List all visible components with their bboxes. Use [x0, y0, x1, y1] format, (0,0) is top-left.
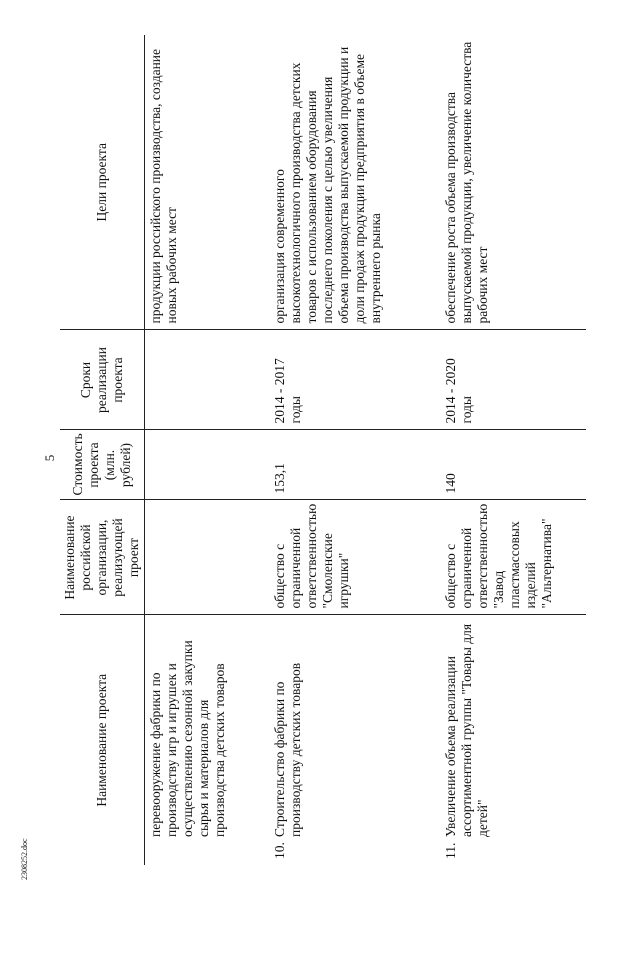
row-number: 10. [272, 842, 287, 859]
cell-project-name [145, 615, 270, 865]
project-name: Увеличение объема реализации ассортиментной группы "Товары для детей" [443, 623, 490, 837]
cell-goals: обеспечение роста объема производства выпускаемой продукции, увеличение количества рабочих мест [440, 35, 586, 330]
cell-organization: общество с ограниченной ответственностью "Завод пластмассовых изделий "Альтернатива" [440, 500, 586, 615]
cell-project-name [440, 615, 586, 865]
cell-organization: общество с ограниченной ответственностью "Смоленские игрушки" [269, 500, 440, 615]
cell-period [145, 330, 270, 430]
cell-project-name [269, 615, 440, 865]
header-cost: Стоимость проекта (млн. рублей) [60, 430, 145, 500]
doc-code: 2308252.doc [20, 838, 29, 880]
cell-goals: продукции российского производства, создание новых рабочих мест [145, 35, 270, 330]
table-row [145, 35, 270, 865]
table-row [269, 35, 440, 865]
projects-table-wrap [60, 35, 570, 865]
doc-code-wrap [20, 838, 30, 960]
table-row [440, 35, 586, 865]
cell-cost: 153,1 [269, 430, 440, 500]
cell-cost: 140 [440, 430, 586, 500]
page-number: 5 [42, 454, 57, 462]
cell-period: 2014 - 2020 годы [440, 330, 586, 430]
header-goals: Цели проекта [60, 35, 145, 330]
row-number [148, 837, 228, 859]
cell-period: 2014 - 2017 годы [269, 330, 440, 430]
row-number: 11. [443, 842, 458, 859]
cell-organization [145, 500, 270, 615]
table-header-row [60, 35, 145, 865]
header-project-name: Наименование проекта [60, 615, 145, 865]
header-organization: Наименование российской организации, реализующей проект [60, 500, 145, 615]
cell-goals: организация современного высокотехнологичного производства детских товаров с использованием оборудования последнего поколения с целью увеличения объема производства выпускаемой продукции и доли продаж продукции предприятия в объеме внутреннего рынка [269, 35, 440, 330]
project-name: Строительство фабрики по производству детских товаров [272, 662, 303, 837]
cell-cost [145, 430, 270, 500]
projects-table [60, 35, 586, 865]
header-period: Сроки реализации проекта [60, 330, 145, 430]
project-name: перевооружение фабрики по производству игр и игрушек и осуществлению сезонной закупки сырья и материалов для производства детских товаров [148, 640, 227, 837]
